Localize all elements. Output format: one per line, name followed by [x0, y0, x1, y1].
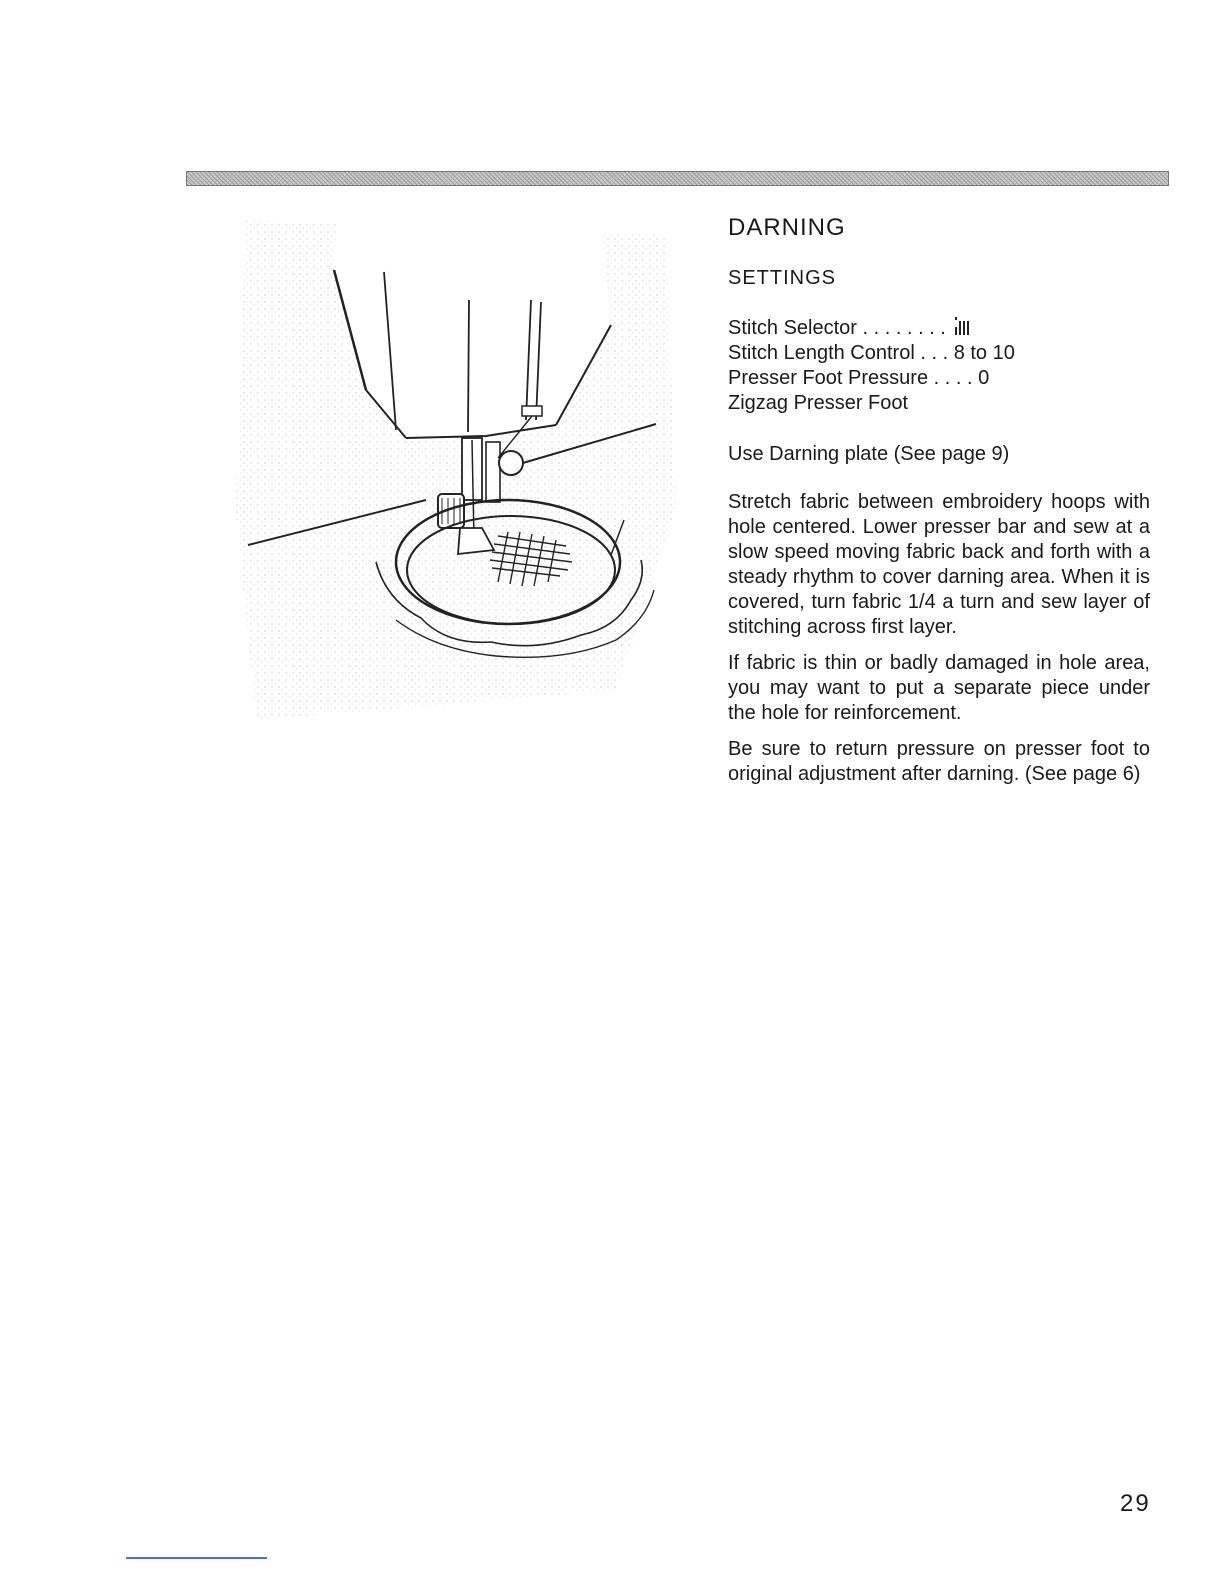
page-title: DARNING: [728, 214, 846, 241]
settings-heading: SETTINGS: [728, 267, 837, 289]
setting-label: Presser Foot Pressure: [728, 367, 929, 389]
setting-label: Stitch Length Control: [728, 342, 915, 364]
setting-label: Zigzag Presser Foot: [728, 392, 909, 414]
paragraph-thin-fabric: If fabric is thin or badly damaged in hole area, you may want to put a separate piece under the hole for reinforcement.: [728, 652, 1150, 724]
setting-leader: . . .: [914, 342, 954, 364]
setting-value: 8 to 10: [953, 342, 1015, 364]
paragraph-return-pressure: Be sure to return pressure on presser foot to original adjustment after darning. (See page 6): [728, 738, 1150, 785]
setting-presser-foot: [728, 391, 1150, 416]
setting-leader: . . . . . . . .: [856, 317, 952, 339]
footer-link-underline: [126, 1557, 267, 1559]
setting-presser-foot-pressure: [728, 366, 1150, 391]
paragraph-stretch-fabric: Stretch fabric between embroidery hoops with hole centered. Lower presser bar and sew at a slow speed moving fabric back and forth with a steady rhythm to cover darning area. When it is covered, turn fabric 1/4 a turn and sew layer of stitching across first layer.: [728, 491, 1150, 638]
paragraph-darning-plate: Use Darning plate (See page 9): [728, 443, 1010, 465]
page-number: 29: [1120, 1490, 1151, 1517]
instructions-column: [728, 214, 1150, 787]
setting-label: Stitch Selector: [728, 317, 857, 339]
settings-list: [728, 316, 1150, 416]
setting-stitch-selector: [728, 316, 1150, 341]
setting-value: 0: [978, 367, 990, 389]
setting-stitch-length: [728, 341, 1150, 366]
darning-illustration: [236, 210, 676, 730]
straight-stitch-pattern-icon: [955, 317, 969, 335]
setting-leader: . . . .: [928, 367, 979, 389]
header-rule: [186, 171, 1169, 186]
